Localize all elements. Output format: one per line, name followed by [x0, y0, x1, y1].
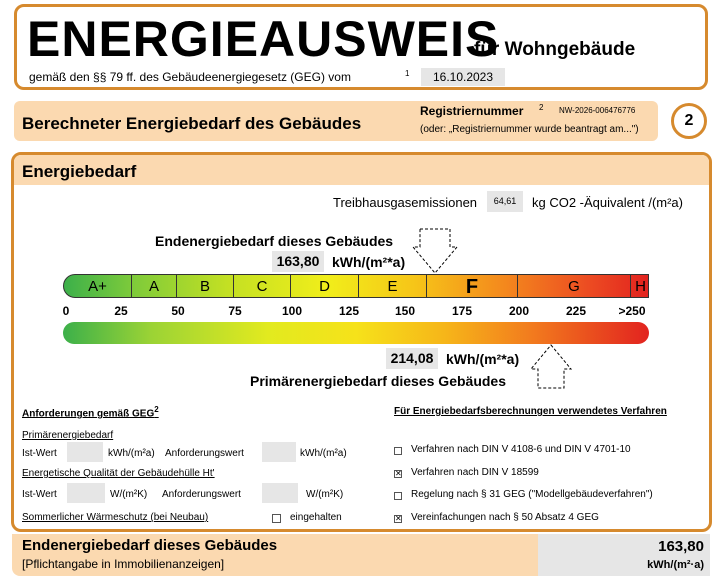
tick-50: 50 — [171, 304, 185, 318]
class-a: A — [132, 275, 177, 298]
class-a-plus: A+ — [64, 275, 132, 298]
document-title: ENERGIEAUSWEIS — [27, 11, 500, 67]
tick-100: 100 — [281, 304, 303, 318]
tick-125: 125 — [338, 304, 360, 318]
summer-protection-heading: Sommerlicher Wärmeschutz (bei Neubau) — [22, 512, 209, 523]
footer-unit: kWh/(m²·a) — [647, 559, 704, 571]
class-d: D — [291, 275, 359, 298]
requirements-footnote: 2 — [154, 405, 159, 414]
issue-date: 16.10.2023 — [421, 68, 505, 86]
class-g: G — [518, 275, 631, 298]
primary-energy-scale — [63, 322, 649, 344]
primary-energy-value: 214,08 — [386, 348, 438, 369]
footer-value-box — [538, 534, 710, 576]
envelope-ist-label: Ist-Wert — [22, 489, 57, 500]
primary-req-unit: kWh/(m²a) — [300, 448, 347, 459]
header-box — [14, 4, 708, 90]
energy-heading-bar — [14, 155, 709, 185]
tick-25: 25 — [114, 304, 128, 318]
method-checkbox-4[interactable]: ✕ — [395, 514, 402, 523]
footer-bar — [12, 534, 710, 576]
primary-energy-label: Primärenergiebedarf dieses Gebäudes — [250, 373, 506, 389]
tick-175: 175 — [451, 304, 473, 318]
primary-energy-unit: kWh/(m²*a) — [446, 351, 520, 367]
primary-req-field[interactable] — [262, 442, 296, 462]
registration-number: NW-2026-006476776 — [559, 106, 636, 115]
section-bar — [14, 101, 658, 141]
envelope-ist-unit: W/(m²K) — [110, 489, 148, 500]
method-checkbox-2[interactable]: ✕ — [395, 469, 402, 478]
method-label-2: Verfahren nach DIN V 18599 — [411, 467, 539, 478]
final-energy-label: Endenergiebedarf dieses Gebäudes — [155, 233, 394, 249]
tick-150: 150 — [394, 304, 416, 318]
energy-heading: Energiebedarf — [22, 162, 137, 181]
class-e: E — [359, 275, 427, 298]
footer-title: Endenergiebedarf dieses Gebäudes — [22, 537, 278, 554]
final-energy-arrow-icon — [412, 227, 458, 275]
class-h: H — [635, 278, 646, 295]
method-label-1: Verfahren nach DIN V 4108-6 und DIN V 4701-10 — [411, 444, 631, 455]
primary-energy-arrow-icon — [530, 344, 572, 390]
tick-0: 0 — [62, 304, 70, 318]
primary-demand-heading: Primärenergiebedarf — [22, 430, 114, 441]
requirements-heading — [22, 405, 159, 419]
primary-ist-label: Ist-Wert — [22, 448, 57, 459]
registration-label: Registriernummer — [420, 104, 524, 118]
tick-250: >250 — [618, 304, 646, 318]
final-energy-value: 163,80 — [272, 251, 324, 272]
tick-200: 200 — [508, 304, 530, 318]
primary-req-label: Anforderungswert — [165, 448, 244, 459]
method-label-4: Vereinfachungen nach § 50 Absatz 4 GEG — [411, 512, 599, 523]
final-energy-unit: kWh/(m²*a) — [332, 254, 406, 270]
tick-225: 225 — [565, 304, 587, 318]
page-number: 2 — [671, 103, 707, 139]
ghg-label: Treibhausgasemissionen — [333, 195, 478, 210]
class-b: B — [177, 275, 234, 298]
legal-basis: gemäß den §§ 79 ff. des Gebäudeenergiegesetz (GEG) vom — [29, 70, 351, 84]
registration-footnote: 2 — [539, 103, 544, 112]
document-subtitle: für Wohngebäude — [474, 39, 636, 60]
summer-checkbox[interactable] — [272, 514, 281, 523]
energy-scale — [63, 274, 649, 298]
ghg-unit: kg CO2 -Äquivalent /(m²a) — [532, 195, 683, 210]
summer-eingehalten-label: eingehalten — [290, 512, 342, 523]
envelope-ist-field[interactable] — [67, 483, 105, 503]
envelope-quality-heading: Energetische Qualität der Gebäudehülle Ht' — [22, 468, 215, 479]
registration-note: (oder: „Registriernummer wurde beantragt am...") — [420, 124, 639, 135]
ghg-value: 64,61 — [487, 191, 523, 212]
footer-value: 163,80 — [658, 538, 704, 555]
section-title: Berechneter Energiebedarf des Gebäudes — [22, 114, 362, 133]
method-checkbox-3[interactable] — [394, 492, 402, 500]
class-f: F — [427, 275, 518, 298]
primary-ist-field[interactable] — [67, 442, 103, 462]
requirements-heading-text: Anforderungen gemäß GEG — [22, 408, 155, 420]
footnote-1: 1 — [405, 69, 410, 78]
envelope-req-field[interactable] — [262, 483, 298, 503]
primary-ist-unit: kWh/(m²a) — [108, 448, 155, 459]
class-c: C — [234, 275, 291, 298]
envelope-req-label: Anforderungswert — [162, 489, 241, 500]
method-checkbox-1[interactable] — [394, 447, 402, 455]
envelope-req-unit: W/(m²K) — [306, 489, 344, 500]
methods-heading: Für Energiebedarfsberechnungen verwendetes Verfahren — [394, 406, 667, 417]
method-label-3: Regelung nach § 31 GEG ("Modellgebäudeverfahren") — [411, 489, 653, 500]
footer-note: [Pflichtangabe in Immobilienanzeigen] — [22, 557, 225, 571]
tick-75: 75 — [228, 304, 242, 318]
